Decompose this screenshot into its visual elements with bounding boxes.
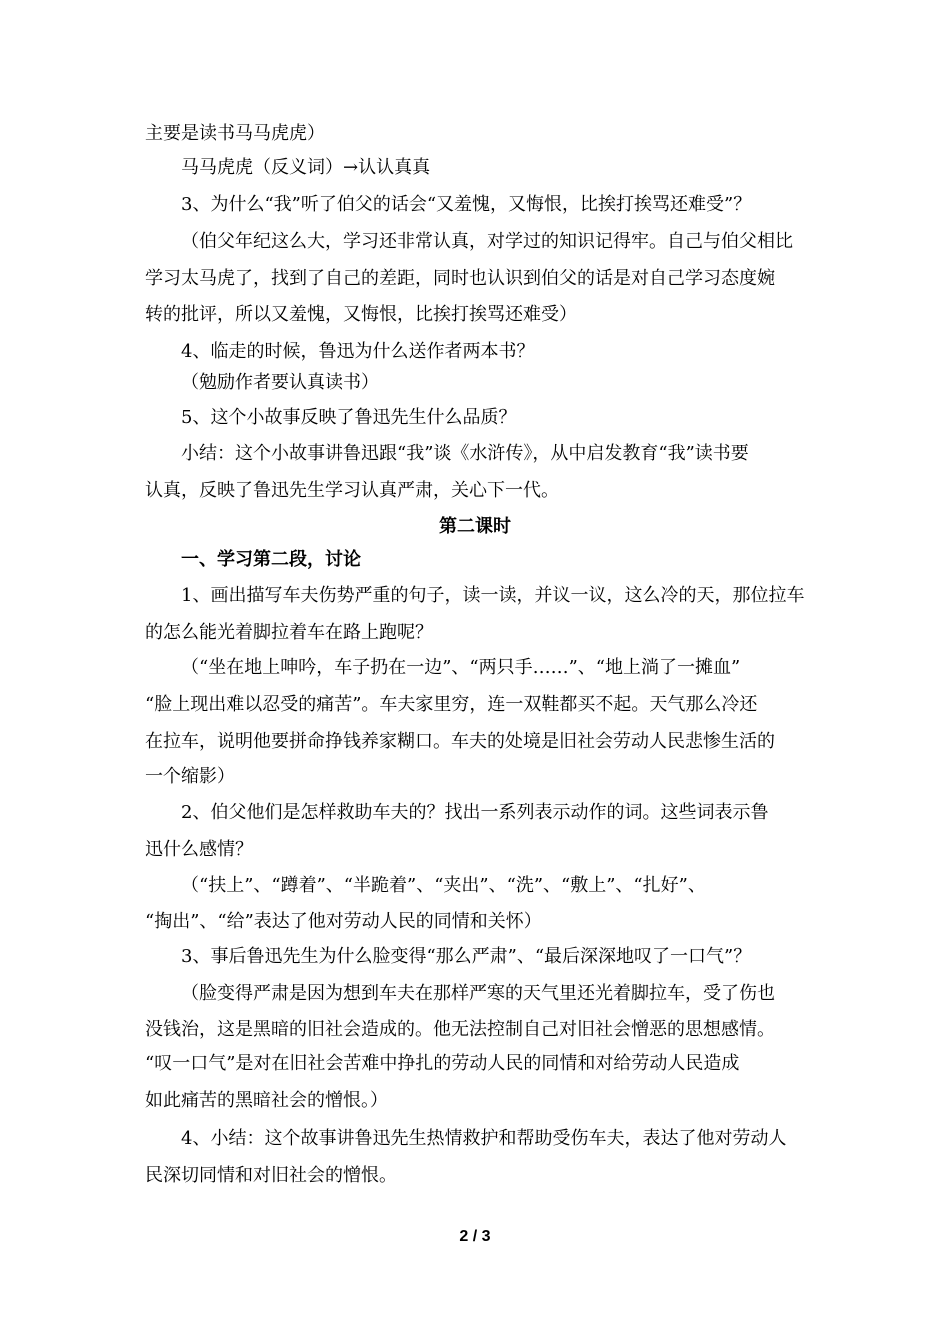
page-number: 2 / 3 xyxy=(459,1228,491,1245)
text-line: 认真，反映了鲁迅先生学习认真严肃，关心下一代。 xyxy=(145,480,559,501)
text-line: （“坐在地上呻吟，车子扔在一边”、“两只手……”、“地上淌了一摊血” xyxy=(181,657,741,678)
text-line: “脸上现出难以忍受的痛苦”。车夫家里穷，连一双鞋都买不起。天气那么冷还 xyxy=(145,694,758,715)
text-line: （“扶上”、“蹲着”、“半跪着”、“夹出”、“洗”、“敷上”、“扎好”、 xyxy=(181,875,706,896)
section-heading: 第二课时 xyxy=(439,516,511,537)
text-line: 没钱治，这是黑暗的旧社会造成的。他无法控制自己对旧社会憎恶的思想感情。 xyxy=(145,1019,775,1040)
text-line: 迅什么感情？ xyxy=(145,839,253,860)
question-3b: 3、事后鲁迅先生为什么脸变得“那么严肃”、“最后深深地叹了一口气”？ xyxy=(181,946,752,967)
summary-line: 小结：这个小故事讲鲁迅跟“我”谈《水浒传》，从中启发教育“我”读书要 xyxy=(181,443,749,464)
question-3: 3、为什么“我”听了伯父的话会“又羞愧，又悔恨，比挨打挨骂还难受”？ xyxy=(181,194,752,215)
text-line: “掏出”、“给”表达了他对劳动人民的同情和关怀） xyxy=(145,911,542,932)
text-line: 一个缩影） xyxy=(145,766,235,787)
text-line: 在拉车，说明他要拼命挣钱养家糊口。车夫的处境是旧社会劳动人民悲惨生活的 xyxy=(145,731,775,752)
text-line: 如此痛苦的黑暗社会的憎恨。） xyxy=(145,1090,388,1111)
question-4: 4、临走的时候，鲁迅为什么送作者两本书？ xyxy=(181,341,535,362)
subsection-heading: 一、学习第二段，讨论 xyxy=(181,549,361,570)
text-line: “叹一口气”是对在旧社会苦难中挣扎的劳动人民的同情和对给劳动人民造成 xyxy=(145,1053,740,1074)
text-line: （伯父年纪这么大，学习还非常认真，对学过的知识记得牢。自己与伯父相比 xyxy=(181,231,793,252)
text-line: 转的批评，所以又羞愧，又悔恨，比挨打挨骂还难受） xyxy=(145,304,577,325)
summary-2: 4、小结：这个故事讲鲁迅先生热情救护和帮助受伤车夫，表达了他对劳动人 xyxy=(181,1128,787,1149)
question-5: 5、这个小故事反映了鲁迅先生什么品质？ xyxy=(181,407,517,428)
text-line: （脸变得严肃是因为想到车夫在那样严寒的天气里还光着脚拉车，受了伤也 xyxy=(181,983,775,1004)
text-line: 民深切同情和对旧社会的憎恨。 xyxy=(145,1165,397,1186)
text-line: 主要是读书马马虎虎） xyxy=(145,123,325,144)
text-line: 马马虎虎（反义词）→认认真真 xyxy=(181,157,431,178)
question-2: 2、伯父他们是怎样救助车夫的？找出一系列表示动作的词。这些词表示鲁 xyxy=(181,802,769,823)
text-line: （勉励作者要认真读书） xyxy=(181,372,379,393)
text-line: 的怎么能光着脚拉着车在路上跑呢？ xyxy=(145,622,433,643)
question-1: 1、画出描写车夫伤势严重的句子，读一读，并议一议，这么冷的天，那位拉车 xyxy=(181,585,805,606)
text-line: 学习太马虎了，找到了自己的差距，同时也认识到伯父的话是对自己学习态度婉 xyxy=(145,268,775,289)
